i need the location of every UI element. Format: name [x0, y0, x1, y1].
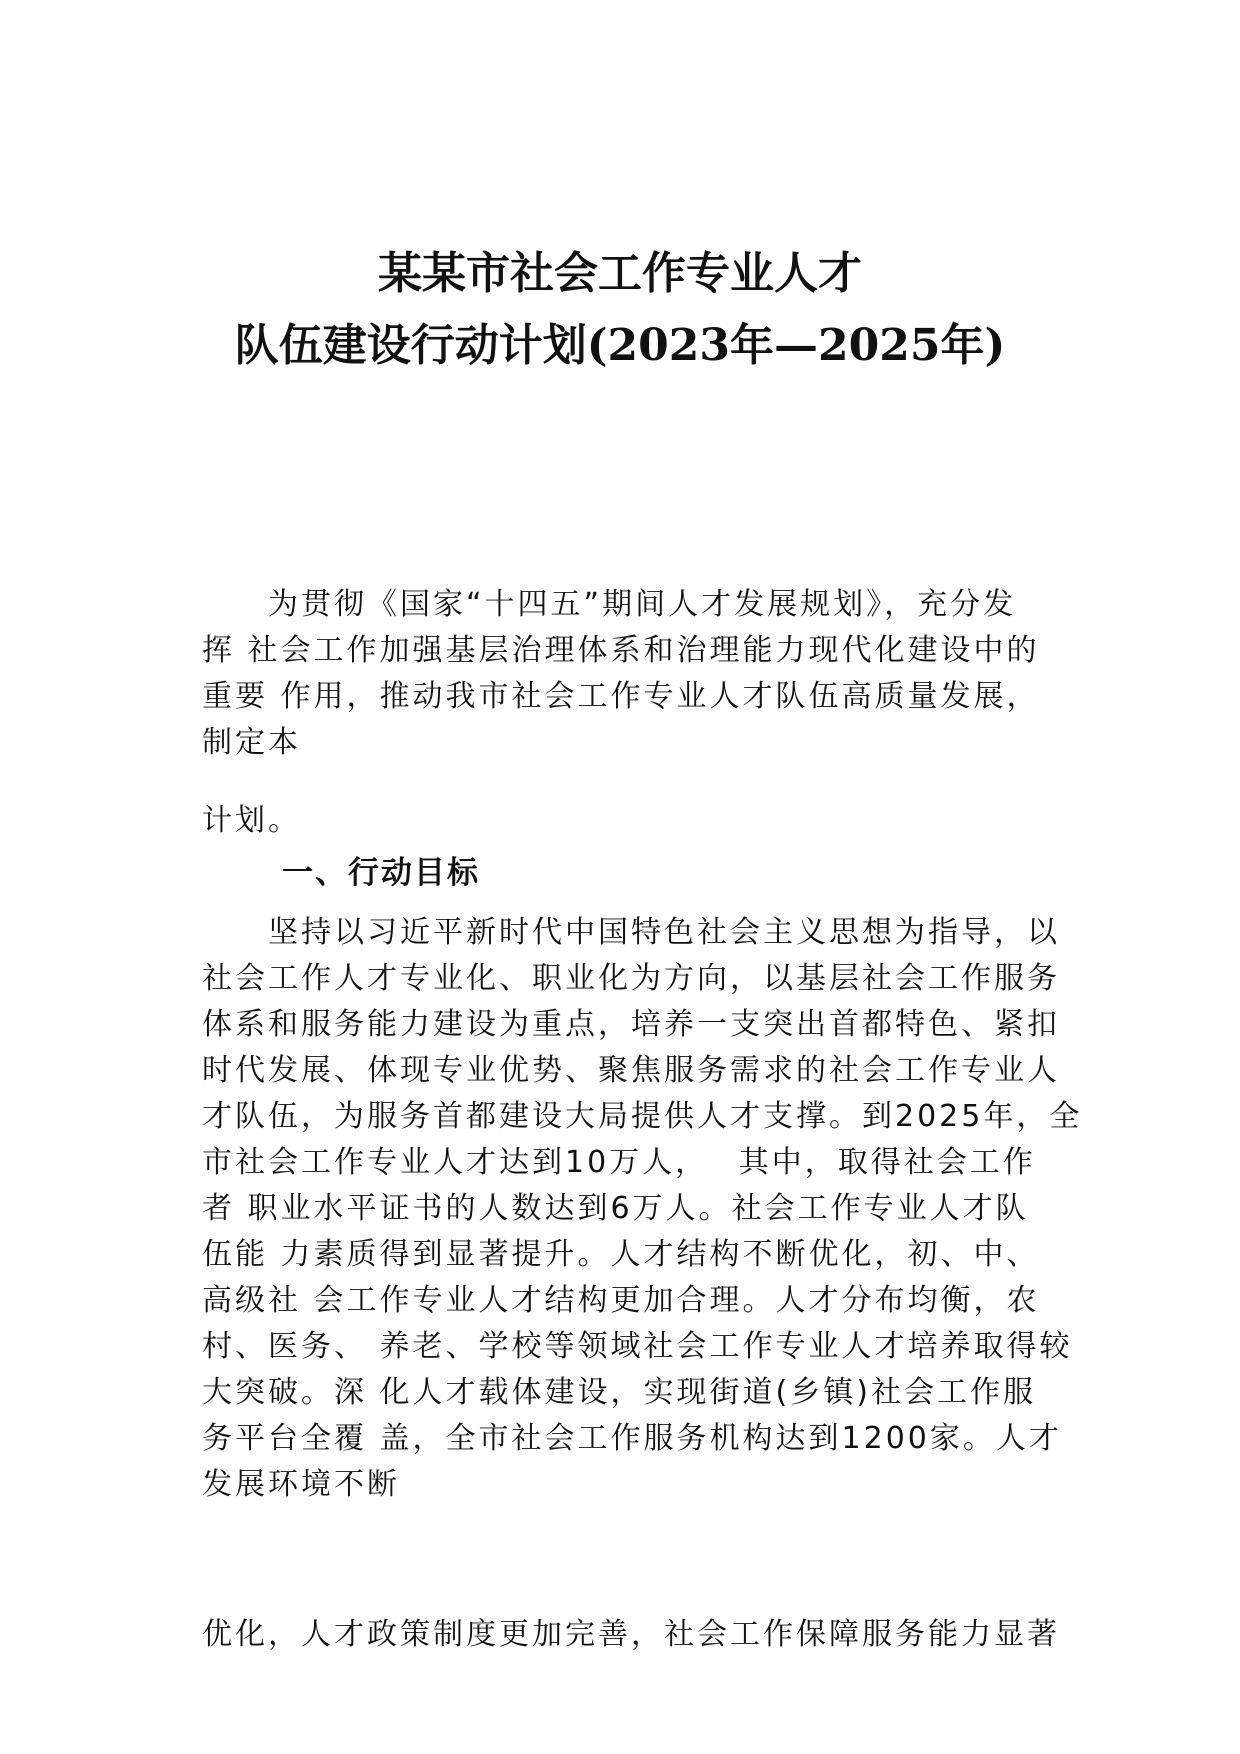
- goals-line: 体系和服务能力建设为重点，培养一支突出首都特色、紧扣: [202, 1007, 1060, 1042]
- section-heading-goals: 一、行动目标: [282, 855, 480, 891]
- goals-line: 伍能 力素质得到显著提升。人才结构不断优化，初、中、: [202, 1237, 1040, 1272]
- goals-paragraph: [202, 910, 1082, 1508]
- goals-line: 村、医务、 养老、学校等领域社会工作专业人才培养取得较: [202, 1329, 1073, 1364]
- goals-paragraph-tail: [202, 1612, 1082, 1658]
- goals-line: 发展环境不断: [202, 1467, 400, 1502]
- intro-line: 为贯彻《国家“十四五”期间人才发展规划》，充分发: [202, 587, 1017, 622]
- goals-line: 坚持以习近平新时代中国特色社会主义思想为指导，以: [202, 915, 1060, 950]
- goals-line: 者 职业水平证书的人数达到6万人。社会工作专业人才队: [202, 1191, 1029, 1226]
- goals-line: 社会工作人才专业化、职业化为方向，以基层社会工作服务: [202, 961, 1060, 996]
- goals-line: 市社会工作专业人才达到10万人， 其中，取得社会工作: [202, 1145, 1036, 1180]
- goals-line: 大突破。深 化人才载体建设，实现街道(乡镇)社会工作服: [202, 1375, 1036, 1410]
- intro-line: 重要 作用，推动我市社会工作专业人才队伍高质量发展，: [202, 679, 1040, 714]
- intro-paragraph: [202, 582, 1082, 766]
- intro-line: 挥 社会工作加强基层治理体系和治理能力现代化建设中的: [202, 633, 1040, 668]
- intro-tail-line: 计划。: [202, 803, 301, 838]
- goals-line: 时代发展、体现专业优势、聚焦服务需求的社会工作专业人: [202, 1053, 1060, 1088]
- title-line-2: 队伍建设行动计划(2023年—2025年): [234, 320, 1006, 371]
- goals-line: 才队伍，为服务首都建设大局提供人才支撑。到2025年，全: [202, 1099, 1083, 1134]
- document-title: [0, 238, 1240, 382]
- goals-tail-line: 优化，人才政策制度更加完善，社会工作保障服务能力显著: [202, 1617, 1060, 1652]
- intro-paragraph-tail: [202, 798, 1082, 844]
- goals-line: 高级社 会工作专业人才结构更加合理。人才分布均衡，农: [202, 1283, 1040, 1318]
- goals-line: 务平台全覆 盖，全市社会工作服务机构达到1200家。人才: [202, 1421, 1062, 1456]
- intro-line: 制定本: [202, 725, 301, 760]
- title-line-1: 某某市社会工作专业人才: [378, 248, 862, 299]
